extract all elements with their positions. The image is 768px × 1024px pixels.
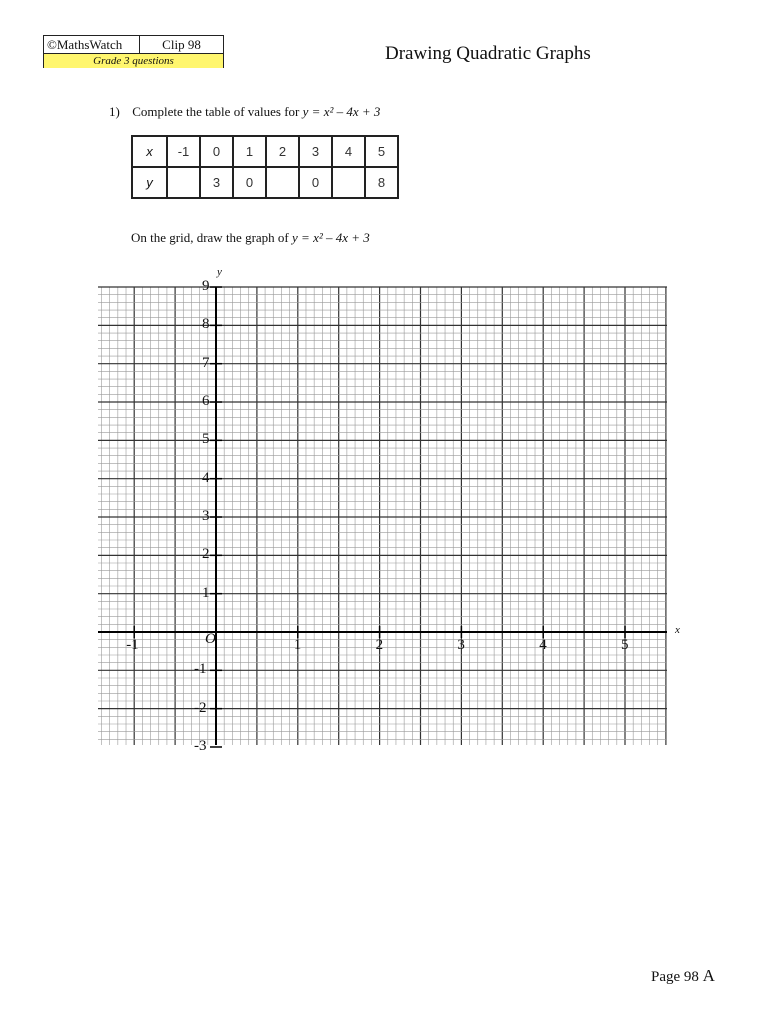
- question-number: 1): [109, 104, 120, 119]
- table-cell-x: 1: [233, 136, 266, 167]
- y-tick-label: 5: [202, 431, 210, 448]
- question-equation: = x² – 4x + 3: [308, 104, 381, 119]
- y-tick-label: -2: [194, 699, 207, 716]
- y-tick-label: 3: [202, 508, 210, 524]
- page-number-text: Page 98: [651, 969, 699, 985]
- y-tick-label: 7: [202, 354, 210, 371]
- table-cell-x: 3: [299, 136, 332, 167]
- x-axis-label: x: [675, 624, 680, 636]
- y-tick-label: 6: [202, 393, 210, 410]
- origin-label: O: [205, 631, 216, 647]
- grade-label: Grade 3 questions: [44, 54, 223, 68]
- instruction-equation-y: y: [292, 230, 298, 245]
- table-cell-y[interactable]: 0: [233, 167, 266, 198]
- clip-label: Clip 98: [162, 37, 201, 52]
- table-cell-y[interactable]: 3: [200, 167, 233, 198]
- question-equation-y: y: [302, 104, 309, 119]
- page-title: Drawing Quadratic Graphs: [385, 43, 591, 64]
- y-tick-label: 1: [202, 584, 210, 601]
- instruction-equation: = x² – 4x + 3: [297, 230, 370, 245]
- table-cell-x: 4: [332, 136, 365, 167]
- page-number: [651, 966, 715, 986]
- x-tick-label: -1: [126, 637, 139, 653]
- x-tick-label: 4: [539, 637, 547, 653]
- table-header-y: y: [132, 167, 167, 198]
- table-cell-x: -1: [167, 136, 200, 167]
- y-axis-label: y: [217, 266, 222, 278]
- page-suffix: A: [702, 966, 715, 985]
- question-text: Complete the table of values for: [132, 104, 303, 119]
- y-tick-label: -3: [194, 737, 207, 754]
- y-tick-label: 2: [202, 546, 210, 563]
- table-cell-y[interactable]: 0: [299, 167, 332, 198]
- x-tick-label: 3: [457, 637, 465, 653]
- instruction-text: On the grid, draw the graph of: [131, 230, 293, 245]
- table-cell-x: 2: [266, 136, 299, 167]
- x-tick-label: 1: [293, 637, 302, 653]
- x-tick-label: 5: [621, 637, 629, 653]
- y-tick-label: 4: [202, 469, 210, 486]
- brand-label: ©MathsWatch: [44, 36, 140, 53]
- y-tick-label: -1: [194, 661, 207, 678]
- x-tick-label: 2: [375, 637, 384, 653]
- table-header-x: x: [132, 136, 167, 167]
- y-tick-label: 8: [202, 316, 210, 333]
- table-cell-y[interactable]: 8: [365, 167, 398, 198]
- y-tick-label: 9: [202, 278, 210, 295]
- table-cell-x: 0: [200, 136, 233, 167]
- table-cell-x: 5: [365, 136, 398, 167]
